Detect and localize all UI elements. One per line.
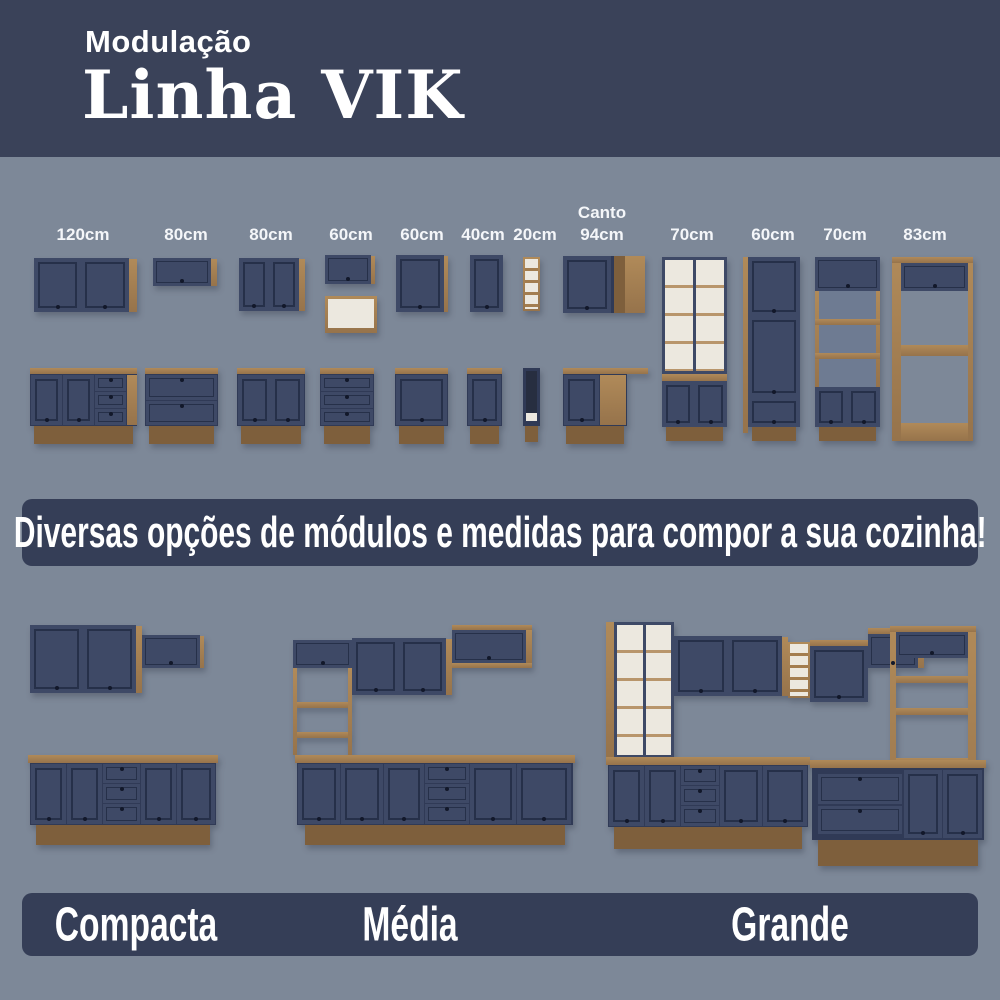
wood-shelf (896, 676, 968, 683)
kitchen-label-media: Média (362, 898, 458, 951)
wood-shelf (815, 319, 880, 325)
module-wall-canto-94 (563, 256, 645, 313)
header-kicker: Modulação (85, 24, 252, 59)
module-base-60-drawers (320, 368, 374, 444)
wood-fold-panel (600, 375, 626, 425)
cabinet-door (239, 258, 269, 311)
drawer (818, 774, 902, 804)
module-wall-20-shelf (523, 257, 540, 311)
drawer (146, 375, 217, 400)
wood-side (815, 291, 819, 387)
cabinet-door (943, 770, 982, 838)
cabinet-door (847, 387, 880, 427)
plinth (819, 427, 876, 441)
cabinet-door (564, 375, 599, 425)
module-wall-60 (396, 255, 448, 312)
wood-panel (200, 636, 204, 668)
size-label-60b: 60cm (400, 225, 444, 244)
cabinet-door (396, 255, 444, 312)
flip-door (153, 258, 211, 286)
plinth (614, 827, 802, 849)
wood-side (606, 622, 614, 758)
header (0, 0, 1000, 157)
wood-side (293, 668, 297, 755)
drawer (95, 392, 126, 408)
module-base-60 (395, 368, 448, 444)
flip-door (896, 632, 968, 658)
size-label-20: 20cm (513, 225, 557, 244)
size-label-canto-size: 94cm (580, 225, 624, 245)
plinth (752, 427, 796, 441)
wood-panel-dark (614, 256, 625, 313)
drawer (103, 804, 140, 824)
drawer (818, 806, 902, 834)
cabinet-door (609, 766, 644, 826)
wood-shelf (297, 732, 348, 738)
wood-shelf (896, 708, 968, 715)
glass-door-divider (693, 260, 696, 371)
drawer (425, 764, 469, 783)
open-niche (815, 291, 880, 387)
cabinet-door (141, 764, 176, 824)
size-label-canto-prefix: Canto (577, 203, 627, 222)
size-label-80b: 80cm (249, 225, 293, 244)
size-label-40: 40cm (461, 225, 505, 244)
cabinet-door (238, 375, 271, 425)
wood-band (452, 663, 532, 668)
cabinet-door (83, 625, 136, 693)
wood-panel (127, 375, 137, 425)
module-base-80 (237, 368, 305, 444)
cabinet-door (81, 258, 129, 312)
flip-door (142, 635, 200, 668)
drawer (681, 766, 719, 785)
plinth (399, 426, 444, 444)
plinth (566, 426, 624, 444)
flip-door (901, 263, 968, 291)
cabinet-door (720, 766, 762, 826)
cabinet-door (748, 316, 800, 397)
open-shelf-interior (328, 299, 374, 328)
kitchen-label-grande: Grande (731, 898, 849, 951)
glass-display (662, 257, 727, 374)
plinth (305, 825, 565, 845)
countertop (606, 757, 810, 765)
wood-panel (129, 259, 137, 312)
flip-door (293, 640, 352, 668)
glass-door-divider (643, 625, 646, 755)
cabinet-door (763, 766, 807, 826)
cabinet-door (399, 638, 446, 695)
cabinet-door (34, 258, 81, 312)
kitchen-compacta (25, 610, 235, 860)
countertop (28, 755, 218, 763)
module-wall-120 (34, 258, 137, 312)
module-wall-40 (470, 255, 503, 312)
module-base-80-drawers (145, 368, 218, 444)
size-label-70a: 70cm (670, 225, 714, 244)
drawer (146, 401, 217, 425)
size-label-canto (578, 202, 626, 246)
flip-door (815, 257, 880, 291)
wood-panel (526, 630, 532, 663)
plinth (324, 426, 370, 444)
glass-display (614, 622, 674, 758)
cabinet-door (904, 770, 942, 838)
drawer (103, 784, 140, 803)
cabinet-door (30, 625, 83, 693)
cabinet-door (662, 381, 694, 427)
drawer (95, 409, 126, 425)
drawer (425, 804, 469, 824)
wood-side (876, 291, 880, 387)
drawer (681, 786, 719, 805)
drawer (321, 375, 373, 391)
cabinet-door (298, 764, 340, 824)
plinth (36, 825, 210, 845)
kitchen-label-bar (22, 893, 978, 956)
plinth (818, 840, 978, 866)
wood-side (892, 257, 901, 441)
flip-door (452, 630, 526, 663)
cabinet-door (352, 638, 399, 695)
flip-door (325, 255, 371, 284)
cabinet-door (341, 764, 383, 824)
cabinet-door (67, 764, 102, 824)
countertop (810, 760, 986, 768)
module-tall-70-glass (662, 257, 727, 441)
open-shelves (790, 644, 808, 696)
cabinet-door (645, 766, 680, 826)
module-base-40 (467, 368, 502, 444)
module-wall-80-flip (153, 258, 217, 286)
countertop (295, 755, 575, 763)
wood-panel (299, 259, 305, 311)
wood-shelf (901, 345, 968, 356)
drawer (103, 764, 140, 783)
cabinet-door (470, 764, 516, 824)
cabinet-door (396, 375, 447, 425)
module-base-20-open (523, 368, 540, 444)
drawer (321, 409, 373, 425)
cabinet-door (748, 397, 800, 427)
cabinet-door (269, 258, 299, 311)
drawer (681, 806, 719, 826)
size-label-83: 83cm (903, 225, 947, 244)
cabinet-door (468, 375, 501, 425)
cabinet-door (271, 375, 304, 425)
cabinet-door (177, 764, 215, 824)
module-tall-83-frame (892, 257, 973, 441)
cabinet-door (563, 256, 611, 313)
cabinet-door (31, 764, 66, 824)
cabinet-door (517, 764, 571, 824)
wood-shelf (297, 702, 348, 708)
cabinet-door (384, 764, 424, 824)
plinth (241, 426, 301, 444)
plinth (470, 426, 499, 444)
banner-text: Diversas opções de módulos e medidas para compor a sua cozinha! (13, 507, 987, 557)
plinth (149, 426, 214, 444)
wood-base (901, 423, 968, 441)
banner (13, 499, 987, 566)
module-wall-60-flip (325, 255, 375, 284)
cabinet-door (815, 387, 847, 427)
module-tall-60 (743, 257, 800, 441)
slot-floor (526, 413, 537, 421)
wood-panel (625, 256, 645, 313)
kitchen-grande (600, 608, 990, 876)
module-wall-60-open (325, 296, 377, 333)
size-label-70b: 70cm (823, 225, 867, 244)
wood-shelf (815, 353, 880, 359)
cabinet-door (63, 375, 94, 425)
size-label-80a: 80cm (164, 225, 208, 244)
wood-band (662, 374, 727, 381)
wood-panel (211, 259, 217, 286)
kitchen-media (290, 608, 580, 860)
cabinet-door (810, 646, 868, 702)
wood-panel (444, 256, 448, 312)
drawer (425, 784, 469, 803)
cabinet-door (470, 255, 503, 312)
size-label-60c: 60cm (751, 225, 795, 244)
module-tall-70-open (815, 257, 880, 441)
module-base-120 (30, 368, 137, 444)
kitchen-label-compacta: Compacta (54, 898, 218, 951)
drawer (321, 392, 373, 408)
cabinet-door (748, 257, 800, 316)
wood-side (968, 257, 973, 441)
drawer (95, 375, 126, 391)
cabinet-door (728, 636, 782, 696)
plinth (525, 426, 538, 442)
open-shelves (525, 259, 538, 309)
cabinet-door (31, 375, 62, 425)
wood-panel (371, 256, 375, 284)
plinth (34, 426, 133, 444)
size-label-120: 120cm (56, 225, 110, 244)
cabinet-door (674, 636, 728, 696)
size-label-60a: 60cm (329, 225, 373, 244)
cabinet-door (694, 381, 727, 427)
module-wall-80 (239, 258, 305, 311)
plinth (666, 427, 723, 441)
module-base-canto-94 (563, 368, 648, 444)
page-title: Linha VIK (82, 56, 464, 134)
